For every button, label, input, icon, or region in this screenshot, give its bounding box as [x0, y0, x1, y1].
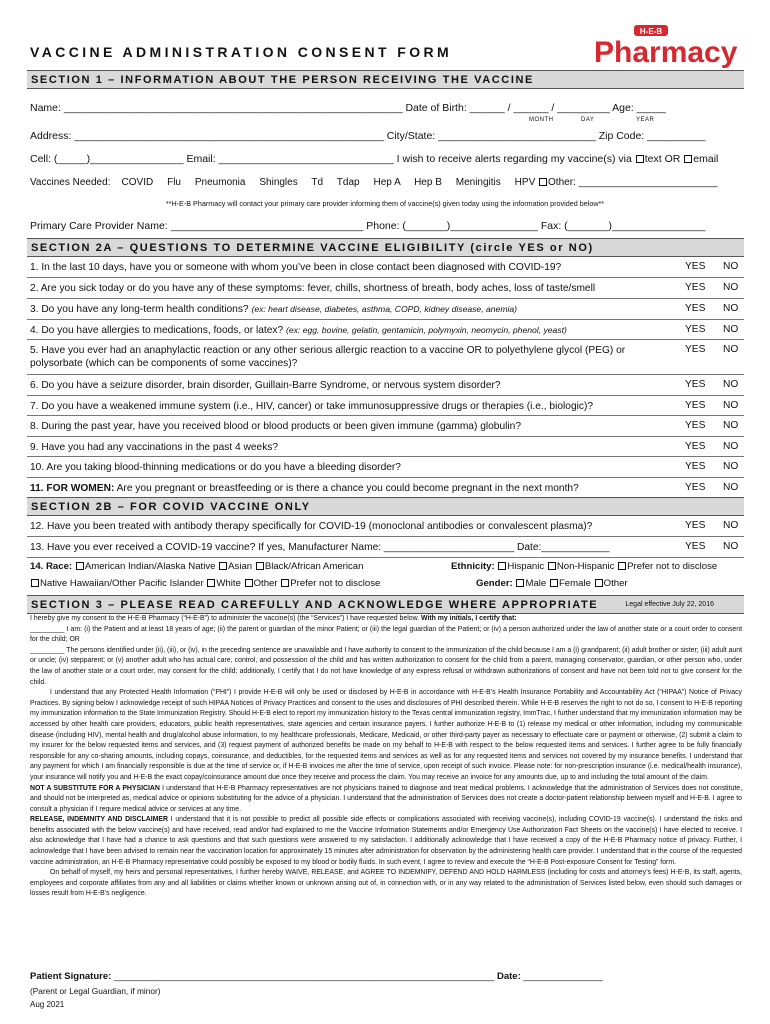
- initials-line-1[interactable]: _________ I am: (i) the Patient and at least 18 years of age; (ii) the parent or guardian of the minor Patient; or (iii) the legal guardian of the Patient; or (iv) a person authorized under the law of another state or a court order to consent for the child; OR: [30, 625, 742, 644]
- ethnicity-row: Ethnicity: Hispanic Non-Hispanic Prefer not to disclose: [451, 561, 718, 572]
- q4-no[interactable]: NO: [723, 324, 739, 335]
- question-5: 5. Have you ever had an anaphylactic reaction or any other serious allergic reaction to a vaccine OR to polyethylene glycol (PEG) or polysorbate (which can be components of some vaccines)? YES NO: [27, 340, 744, 375]
- vaccines-row: [30, 177, 718, 188]
- q6-yes[interactable]: YES: [685, 379, 706, 390]
- q11-yes[interactable]: YES: [685, 482, 706, 493]
- race-row-2: Native Hawaiian/Other Pacific Islander White Other Prefer not to disclose: [30, 578, 380, 589]
- q11-no[interactable]: NO: [723, 482, 739, 493]
- q1-yes[interactable]: YES: [685, 261, 706, 272]
- section3-heading: SECTION 3 – PLEASE READ CAREFULLY AND ACKNOWLEDGE WHERE APPROPRIATE Legal effective July 22, 2016: [27, 595, 744, 614]
- signature-field[interactable]: ________________________________________________________________________: [113, 971, 495, 982]
- text-alert-label: text OR: [644, 153, 681, 165]
- section2a-heading: SECTION 2A – QUESTIONS TO DETERMINE VACCINE ELIGIBILITY (circle YES or NO): [27, 238, 744, 257]
- signature-row: [30, 971, 603, 982]
- date-field[interactable]: _______________: [523, 971, 603, 982]
- q12-yes[interactable]: YES: [685, 520, 706, 531]
- initials-line-2[interactable]: _________ The persons identified under (ii), (iii), or (iv), in the preceding sentence are unavailable and I have authority to consent to the immunization of the child because I am a (i) grandparent; (ii) adult brother or sister; (iii) adult aunt or uncle; (iv) stepparent; or (v) another adult who has actual care, control, and possession of the child and has written authorization to consent for the child from a parent, managing conservator, guardian, or other person who, under the law of another state or a court order, may consent for the child; additionally, I certify that I do not have knowledge of any express refusal or withdrawn authorizations of consent and have not been told not to give consent for the child.: [30, 646, 742, 686]
- gender-checkbox-2[interactable]: [550, 579, 558, 587]
- q8-no[interactable]: NO: [723, 420, 739, 431]
- signature-label: Patient Signature:: [30, 971, 112, 982]
- logo-main-text: Pharmacy: [594, 36, 738, 69]
- email-alert-checkbox[interactable]: [684, 155, 692, 163]
- q10-no[interactable]: NO: [723, 461, 739, 472]
- q6-no[interactable]: NO: [723, 379, 739, 390]
- cell-email-line[interactable]: Cell: (_____)________________ Email: ______________________________ I wish to receive alerts regarding my vaccine(s) via: [30, 153, 632, 165]
- ethnicity-checkbox-2[interactable]: [548, 562, 556, 570]
- other-vaccine-checkbox[interactable]: [539, 178, 547, 186]
- q10-yes[interactable]: YES: [685, 461, 706, 472]
- race-checkbox-2[interactable]: [219, 562, 227, 570]
- q9-no[interactable]: NO: [723, 441, 739, 452]
- q13-yes[interactable]: YES: [685, 541, 706, 552]
- question-13: 13. Have you ever received a COVID-19 vaccine? If yes, Manufacturer Name: _______________________ Date:____________ YES NO: [27, 537, 744, 558]
- question-10: 10. Are you taking blood-thinning medications or do you have a bleeding disorder? YES NO: [27, 457, 744, 478]
- q3-no[interactable]: NO: [723, 303, 739, 314]
- signature-subtext: (Parent or Legal Guardian, if minor): [30, 986, 161, 996]
- q9-yes[interactable]: YES: [685, 441, 706, 452]
- race-checkbox-4[interactable]: [31, 579, 39, 587]
- q7-no[interactable]: NO: [723, 400, 739, 411]
- race-checkbox-6[interactable]: [245, 579, 253, 587]
- gender-label: Gender:: [476, 578, 513, 589]
- question-9: 9. Have you had any vaccinations in the past 4 weeks? YES NO: [27, 437, 744, 457]
- form-title: VACCINE ADMINISTRATION CONSENT FORM: [30, 44, 453, 60]
- question-8: 8. During the past year, have you received blood or blood products or been given immune (gamma) globulin? YES NO: [27, 416, 744, 437]
- question-7: 7. Do you have a weakened immune system (i.e., HIV, cancer) or take immunosuppressive drugs or therapies (i.e., biologic)? YES NO: [27, 396, 744, 416]
- ethnicity-label: Ethnicity:: [451, 561, 495, 572]
- race-checkbox-3[interactable]: [256, 562, 264, 570]
- consent-legal-text: I hereby give my consent to the H-E-B Pharmacy (“H-E-B”) to administer the vaccine(s) (the “Services”) I have requested below. With my initials, I certify that: _________ I am: (i) the Patient and at least 18 years of age; (ii) the parent or guardian of the minor Patient; or (iii) the legal guardian of the Patient; or (iv) a person authorized under the law of another state or a court order to consent for the child; OR _________ The persons identified under (ii), (iii), or (iv), in the preceding sentence are unavailable and I have authority to consent to the immunization of the child because I am a (i) grandparent; (ii) adult brother or sister; (iii) adult aunt or uncle; (iv) stepparent; or (v) another adult who has actual care, control, and possession of the child and has written authorization to consent for the child from a parent, managing conservator, guardian, or other person who, under the law of another state or a court order, may consent for the child; additionally, I certify that I do not have knowledge of any express refusal or withdrawn authorizations of consent and have not been told not to give consent for the child. I understand that any Protected Health Information (“PHI”) I provide H-E-B will only be used or disclosed by H-E-B in accordance with H-E-B’s Health Insurance Portability and Accountability Act (“HIPAA”) Notice of Privacy Practices. By signing below I acknowledge receipt of such HIPAA Notices of Privacy Practices and consent to the uses and disclosures of PHI described therein. While H-E-B reserves the right to not do so, I consent to H-E-B reporting my immunization information to the State Immunization Registry. Should H-E-B elect to report my immunization history to the Texas central immunization registry, ImmTrac, I further understand that my immunization information may be accessed by other health care providers, educators, public health representatives, state agencies and certain insurance payers. I further authorize H-E-B to (1) release my medical or other information, including my communicable disease (including HIV), mental health and drug/alcohol abuse information, to my healthcare professionals, Medicare, Medicaid, or other third-party payer as necessary to effectuate care or payment or otherwise, (2) submit a claim to my insurer for the below requested items and services, and (3) request payment of authorized benefits be made on my behalf to H-E-B with respect to the below requested items and services. I further agree to be fully financially responsible for any co-sharing amounts, including copays, coinsurance, and deductibles, for the requested items and services as well as for any requested items and services not covered by my insurance benefits. I understand that any payment for which I am financially responsible is due at the time of service or, if H-E-B invoices me after the time of service, upon receipt of such invoice. Please note: for non-prescription insurance (i.e. medical/health insurance), your insurance will notify you and H-E-B the exact copay/coinsurance amount due once they receive and process the claim. You may receive an invoice for any amounts due, up to and including the total amount of the claim. NOT A SUBSTITUTE FOR A PHYSICIAN I understand that H-E-B Pharmacy representatives are not physicians trained to diagnose and treat medical problems. I acknowledge that the administration of Services does not constitute, and should not be interpreted as, medical advice or opinions substituting for the advice of a physician. I understand that the administration of Services does not create a doctor-patient relationship between myself and H-E-B. I agree to consult a physician if I require medical advice or services at any time. RELEASE, INDEMNITY AND DISCLAIMER I understand that it is not possible to predict all possible side effects or complications associated with receiving vaccine(s), including COVID-19 vaccine(s). I understand the risks and benefits associated with the below vaccine(s) and have received, read and/or had explained to me the Vaccine Information Statements and/or Emergency Use Authorization Fact Sheets on the vaccine(s) I have elected to receive. I also acknowledge that I have had a chance to ask questions and that such questions were answered to my satisfaction. I additionally acknowledge that I have received a copy of the H-E-B Pharmacy notice of privacy. Further, I acknowledge that I have been advised to remain near the vaccination location for approximately 15 minutes after administration for observation by the administering health care provider. I understand that in the course of the requested vaccine administration, an H-E-B Pharmacy representative could possibly be exposed to my blood or bodily fluids. In such event, I agree to review and execute the “H-E-B Post-exposure Consent for Testing” form. On behalf of myself, my heirs and personal representatives, I further hereby WAIVE, RELEASE, and AGREE TO INDEMNIFY, DEFEND AND HOLD HARMLESS (including for costs and attorney’s fees) H-E-B, its staff, agents, employees and corporate affiliates from any and all liabilities or claims whether known or unknown arising out of, in connection with, or in any way related to the administration of Services listed below, even should such damages or losses result from H-E-B’s negligence.: [30, 615, 743, 898]
- question-4: 4. Do you have allergies to medications, foods, or latex? (ex: egg, bovine, gelatin, gentamicin, polymyxin, neomycin, phenol, yeast) YES NO: [27, 320, 744, 340]
- question-2: 2. Are you sick today or do you have any of these symptoms: fever, chills, shortness of breath, body aches, loss of taste/smell YES NO: [27, 278, 744, 299]
- q4-yes[interactable]: YES: [685, 324, 706, 335]
- ethnicity-checkbox-1[interactable]: [498, 562, 506, 570]
- section2b-heading: SECTION 2B – FOR COVID VACCINE ONLY: [27, 497, 744, 516]
- q13-no[interactable]: NO: [723, 541, 739, 552]
- q1-no[interactable]: NO: [723, 261, 739, 272]
- question-12: 12. Have you been treated with antibody therapy specifically for COVID-19 (monoclonal antibodies or convalescent plasma)? YES NO: [27, 516, 744, 537]
- section1-heading: SECTION 1 – INFORMATION ABOUT THE PERSON RECEIVING THE VACCINE: [27, 70, 744, 89]
- footer-date: Aug 2021: [30, 1000, 65, 1009]
- q12-no[interactable]: NO: [723, 520, 739, 531]
- address-line[interactable]: Address: _____________________________________________________ City/State: ___________________________ Zip Code: __________: [30, 130, 706, 142]
- gender-checkbox-3[interactable]: [595, 579, 603, 587]
- vaccines-needed-line[interactable]: Vaccines Needed: COVID Flu Pneumonia Shingles Td Tdap Hep A Hep B Meningitis HPV: [30, 177, 536, 188]
- question-1: 1. In the last 10 days, have you or someone with whom you’ve been in close contact been diagnosed with COVID-19? YES NO: [27, 257, 744, 278]
- cell-email-row: [30, 153, 718, 165]
- q5-yes[interactable]: YES: [685, 344, 706, 355]
- q8-yes[interactable]: YES: [685, 420, 706, 431]
- dob-month-label: MONTH: [529, 117, 554, 123]
- name-dob-line[interactable]: Name: __________________________________________________________ Date of Birth: ______ / ______ / _________ Age: _____: [30, 102, 666, 114]
- q3-yes[interactable]: YES: [685, 303, 706, 314]
- q2-no[interactable]: NO: [723, 282, 739, 293]
- dob-year-label: YEAR: [636, 117, 655, 123]
- q2-yes[interactable]: YES: [685, 282, 706, 293]
- logo-top-text: H-E-B: [639, 27, 663, 36]
- gender-row: Gender: Male Female Other: [476, 578, 628, 589]
- other-vaccine-field[interactable]: Other: _________________________: [548, 177, 718, 188]
- text-alert-checkbox[interactable]: [636, 155, 644, 163]
- date-label: Date:: [497, 971, 521, 982]
- race-checkbox-7[interactable]: [281, 579, 289, 587]
- question-3: 3. Do you have any long-term health conditions? (ex: heart disease, diabetes, asthma, COPD, kidney disease, anemia) YES NO: [27, 299, 744, 320]
- heb-pharmacy-logo: [592, 24, 742, 70]
- ethnicity-checkbox-3[interactable]: [618, 562, 626, 570]
- q5-no[interactable]: NO: [723, 344, 739, 355]
- q7-yes[interactable]: YES: [685, 400, 706, 411]
- email-alert-label: email: [693, 153, 719, 165]
- race-label: 14. Race:: [30, 561, 73, 572]
- question-6: 6. Do you have a seizure disorder, brain disorder, Guillain-Barre Syndrome, or nervous system disorder? YES NO: [27, 375, 744, 396]
- race-checkbox-5[interactable]: [207, 579, 215, 587]
- question-11: 11. FOR WOMEN: Are you pregnant or breastfeeding or is there a chance you could become pregnant in the next month? YES NO: [30, 482, 739, 494]
- race-checkbox-1[interactable]: [76, 562, 84, 570]
- legal-effective-date: Legal effective July 22, 2016: [625, 601, 714, 608]
- pcp-note: **H-E-B Pharmacy will contact your primary care provider informing them of vaccine(s) given today using the information provided below**: [165, 199, 605, 208]
- pcp-line[interactable]: Primary Care Provider Name: _________________________________ Phone: (_______)_______________ Fax: (_______)________________: [30, 220, 706, 232]
- gender-checkbox-1[interactable]: [516, 579, 524, 587]
- dob-day-label: DAY: [581, 117, 595, 123]
- race-row-1: 14. Race: American Indian/Alaska Native Asian Black/African American: [30, 561, 364, 572]
